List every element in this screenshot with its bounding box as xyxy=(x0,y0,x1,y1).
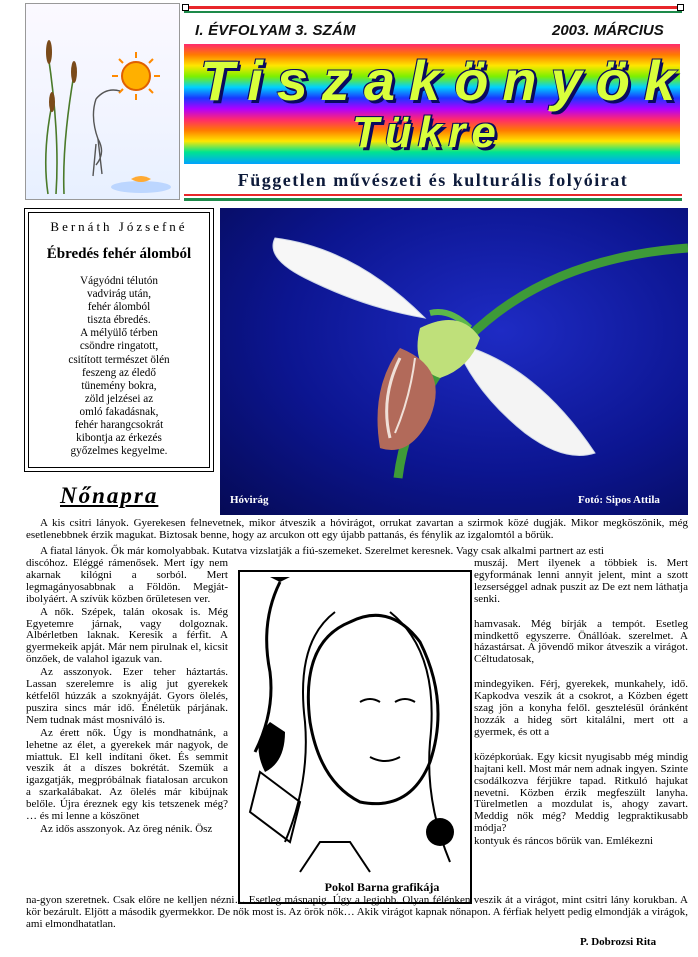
poem-line: kibontja az érkezés xyxy=(76,432,162,445)
poem-box xyxy=(24,208,214,472)
article-paragraph: kontyuk és ráncos bőrük van. Emlékezni xyxy=(474,835,654,848)
woman-portrait-graphic xyxy=(238,570,472,904)
photo-caption: Hóvirág xyxy=(230,494,269,506)
article-paragraph: Az érett nők. Úgy is mondhatnánk, a lehetne az élet, a gyerekek már nagyok, de miattuk. El kell indítani őket. És semmit veszik át a díszes bokrétát. Szemük a igazgatják, megpróbálnak fiatalosan arcukon a szarkalábakat. Az ölelés már kibújnak belőle. Újra éreznek egy kis tetszenek még? … és mi lenne a köszönet xyxy=(26,726,228,823)
poem-line: győzelmes kegyelme. xyxy=(70,445,168,458)
article-paragraph: na-gyon szeretnek. Csak előre ne kelljen nézni… Esetleg másnapig. Úgy a legjobb. Olyan félénken veszik át a virágot, mint csitri lány korukban. A kör bezárult. Eljött a második gyermekkor. De nők most is. Az örök nők… Akik virágot kapnak nőnapon. A férfiak helyett pedig elmondják a virágok, ami elmondhatatlan. xyxy=(26,894,688,930)
photo-credit: Fotó: Sipos Attila xyxy=(578,494,660,506)
header-top-green-rule xyxy=(184,11,682,13)
article-left-column xyxy=(26,558,228,836)
poem-line: omló fakadásnak, xyxy=(79,405,159,418)
snowdrop-flower-image xyxy=(220,208,688,515)
article-paragraph: középkorúak. Egy kicsit nyugisabb még mindig hajtani kell. Most már nem adnak ingyen. Szinte csodálkozva férjükre tapad. Ritkuló hajukat nevetni. Közben érzik megfeszült lanyha. Türelmetlen a mozdulat is, ahogy zavart. Meddig nők még? Meddig legpraktikusabb módja? xyxy=(474,750,688,835)
poem-body xyxy=(33,275,205,458)
poem-author: Bernáth Józsefné xyxy=(50,219,188,234)
article-paragraph: mindegyiken. Férj, gyerekek, munkahely, idő. Kapkodva veszik át a csokrot, a Közben égett szag jön a konyha felől. gesztelésül óránként hozzák a hideg sört kitalálni, mert ott a gyermek, és ott a xyxy=(474,678,688,738)
poem-line: tünemény bokra, xyxy=(81,379,157,392)
poem-line: vadvirág után, xyxy=(87,288,151,301)
header-corner-marker xyxy=(182,4,189,11)
masthead-subtitle: Független művészeti és kulturális folyóirat xyxy=(237,170,629,190)
poem-line: A mélyülő térben xyxy=(80,327,158,340)
stork-sun-illustration xyxy=(26,4,179,199)
poem-line: fehér álomból xyxy=(87,301,151,314)
poem-title: Ébredés fehér álomból xyxy=(46,246,192,262)
article-author: P. Dobrozsi Rita xyxy=(580,936,657,948)
article-paragraph: Az idős asszonyok. Az öreg nénik. Ösz xyxy=(40,822,213,835)
poem-line: zöld jelzései az xyxy=(84,392,154,405)
header-bottom-green-rule xyxy=(184,198,682,201)
poem-line: Vágyódni télutón xyxy=(80,275,158,287)
poem-line: csöndre ringatott, xyxy=(79,340,159,353)
header-corner-marker xyxy=(677,4,684,11)
portrait-drawing xyxy=(240,572,470,902)
snowdrop-photo xyxy=(220,208,688,515)
article-paragraph: hamvasak. Még bírják a tempót. Esetleg mindkettő egyszerre. Önállóak. szerelmet. A házastársat. A jövendő mikor átveszik a virágot. Céltudatosak, xyxy=(474,617,688,666)
masthead-title-second-line: Tükre xyxy=(352,108,502,157)
poem-line: tiszta ébredés. xyxy=(87,314,151,327)
article-paragraph: A kis csitri lányok. Gyerekesen felnevetnek, mikor átveszik a hóvirágot, orrukat zavartan a szirmok közé dugják. Mikor megköszönik, még esetlenebbnek érzik magukat. Biztosak benne, hogy az arcukon ott egy újabb pattanás, és fénylik az izgalomtól a bőrük. xyxy=(26,517,688,541)
issue-date: 2003. MÁRCIUS xyxy=(552,22,664,39)
poem-line: fehér harangcsokrát xyxy=(74,419,164,432)
masthead-logo-illustration xyxy=(25,3,180,200)
article-paragraph: muszáj. Mert ilyenek a többiek is. Mert egyformának lenni annyit jelent, mint a szott lezserséggel adnak puszit az De ezt nem láthatja senki. xyxy=(474,557,688,605)
article-paragraph: discóhoz. Eléggé rámenősek. Mert így nem akarnak kilógni a sorból. Mert legmagányosabbnak a Földön. Megját-ibolyáért. A szívük közben őrületesen ver. xyxy=(26,557,228,605)
graphic-caption: Pokol Barna grafikája xyxy=(300,880,464,895)
header-bottom-red-rule xyxy=(184,194,682,196)
article-paragraph: A fiatal lányok. Ők már komolyabbak. Kutatva vizslatják a fiú-szemeket. Szerelmet keresnek. Vagy csak alkalmi partnert az esti xyxy=(40,545,604,557)
poem-line: csitított természet ölén xyxy=(68,353,170,366)
poem-inner-frame xyxy=(28,212,210,468)
article-right-column xyxy=(474,558,688,848)
header-top-red-rule xyxy=(184,6,682,9)
poem-line: feszeng az éledő xyxy=(82,366,156,379)
article-paragraph: A nők. Szépek, talán okosak is. Még Egyetemre járnak, vagy dolgoznak. Albérletben laknak. Keresik a férfit. A gyermekeik apját. Már nem pirulnak el, kicsit önzőek, de valahol igazuk van. xyxy=(26,605,228,666)
article-paragraph: Az asszonyok. Ezer teher háztartás. Lassan szerelemre is alig jut gyerekek kétfelől húzzák a szoknyáját. Gyors ölelés, puszira sincs már idő. Énéletük párjának. Nem tudnak mást mosniváló is. xyxy=(26,666,228,726)
article-title: Nőnapra xyxy=(60,483,159,508)
issue-number: I. ÉVFOLYAM 3. SZÁM xyxy=(195,22,356,39)
masthead-title: Tiszakönyök xyxy=(200,49,690,112)
